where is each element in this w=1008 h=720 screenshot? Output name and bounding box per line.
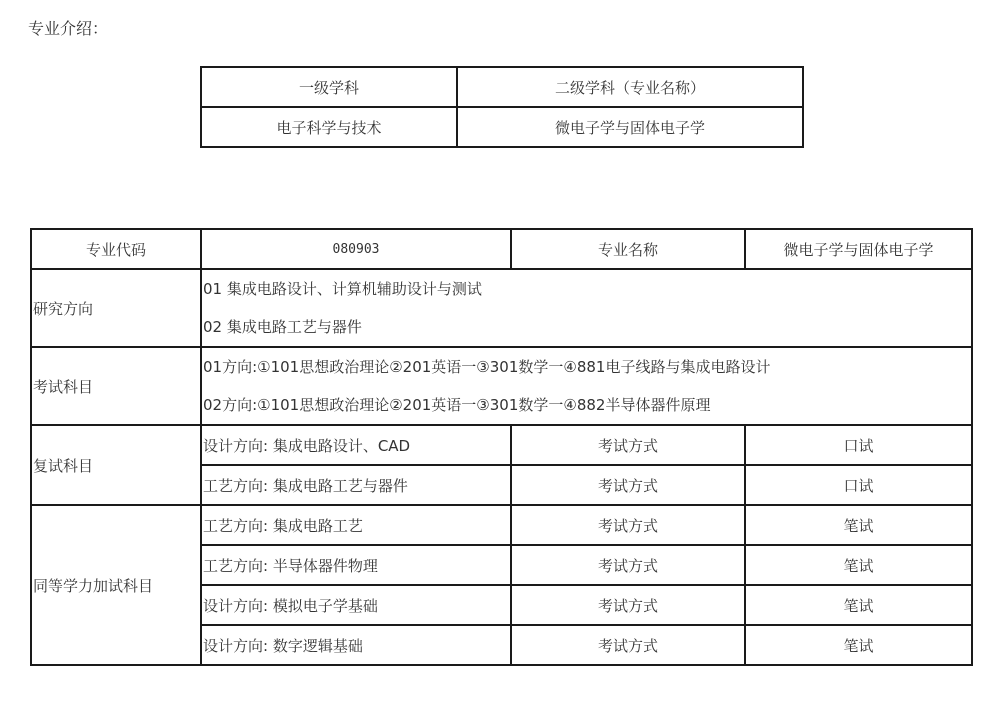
detail-table [30, 228, 973, 666]
table-row [31, 425, 972, 465]
extra-method-label: 考试方式 [511, 505, 745, 545]
extra-label: 同等学力加试科目 [31, 505, 201, 665]
extra-subject: 工艺方向: 集成电路工艺 [201, 505, 511, 545]
cell-level1-value: 电子科学与技术 [201, 107, 457, 147]
extra-method: 笔试 [745, 625, 972, 665]
code-label: 专业代码 [31, 229, 201, 269]
table-row [31, 347, 972, 425]
retest-method: 口试 [745, 425, 972, 465]
table-row [201, 67, 803, 107]
research-line: 01 集成电路设计、计算机辅助设计与测试 [203, 280, 482, 298]
exam-line: 01方向:①101思想政治理论②201英语一③301数学一④881电子线路与集成电路设计 [203, 358, 771, 376]
exam-subjects-content [201, 347, 972, 425]
retest-subject: 工艺方向: 集成电路工艺与器件 [201, 465, 511, 505]
header-cell-level1: 一级学科 [201, 67, 457, 107]
header-cell-level2: 二级学科（专业名称） [457, 67, 803, 107]
name-value: 微电子学与固体电子学 [745, 229, 972, 269]
research-line: 02 集成电路工艺与器件 [203, 318, 362, 336]
extra-method: 笔试 [745, 505, 972, 545]
extra-subject: 设计方向: 模拟电子学基础 [201, 585, 511, 625]
cell-level2-value: 微电子学与固体电子学 [457, 107, 803, 147]
extra-method-label: 考试方式 [511, 545, 745, 585]
table-row [31, 269, 972, 347]
exam-line: 02方向:①101思想政治理论②201英语一③301数学一④882半导体器件原理 [203, 396, 711, 414]
retest-method-label: 考试方式 [511, 465, 745, 505]
extra-subject: 工艺方向: 半导体器件物理 [201, 545, 511, 585]
extra-method-label: 考试方式 [511, 585, 745, 625]
retest-method: 口试 [745, 465, 972, 505]
research-content [201, 269, 972, 347]
name-label: 专业名称 [511, 229, 745, 269]
retest-method-label: 考试方式 [511, 425, 745, 465]
extra-method: 笔试 [745, 545, 972, 585]
table-row [201, 107, 803, 147]
table-row [31, 505, 972, 545]
code-value: 080903 [201, 229, 511, 269]
extra-method: 笔试 [745, 585, 972, 625]
retest-label: 复试科目 [31, 425, 201, 505]
extra-subject: 设计方向: 数字逻辑基础 [201, 625, 511, 665]
exam-subjects-label: 考试科目 [31, 347, 201, 425]
discipline-table [200, 66, 804, 148]
intro-title: 专业介绍： [28, 19, 109, 38]
table-row [31, 229, 972, 269]
retest-subject: 设计方向: 集成电路设计、CAD [201, 425, 511, 465]
extra-method-label: 考试方式 [511, 625, 745, 665]
research-label: 研究方向 [31, 269, 201, 347]
